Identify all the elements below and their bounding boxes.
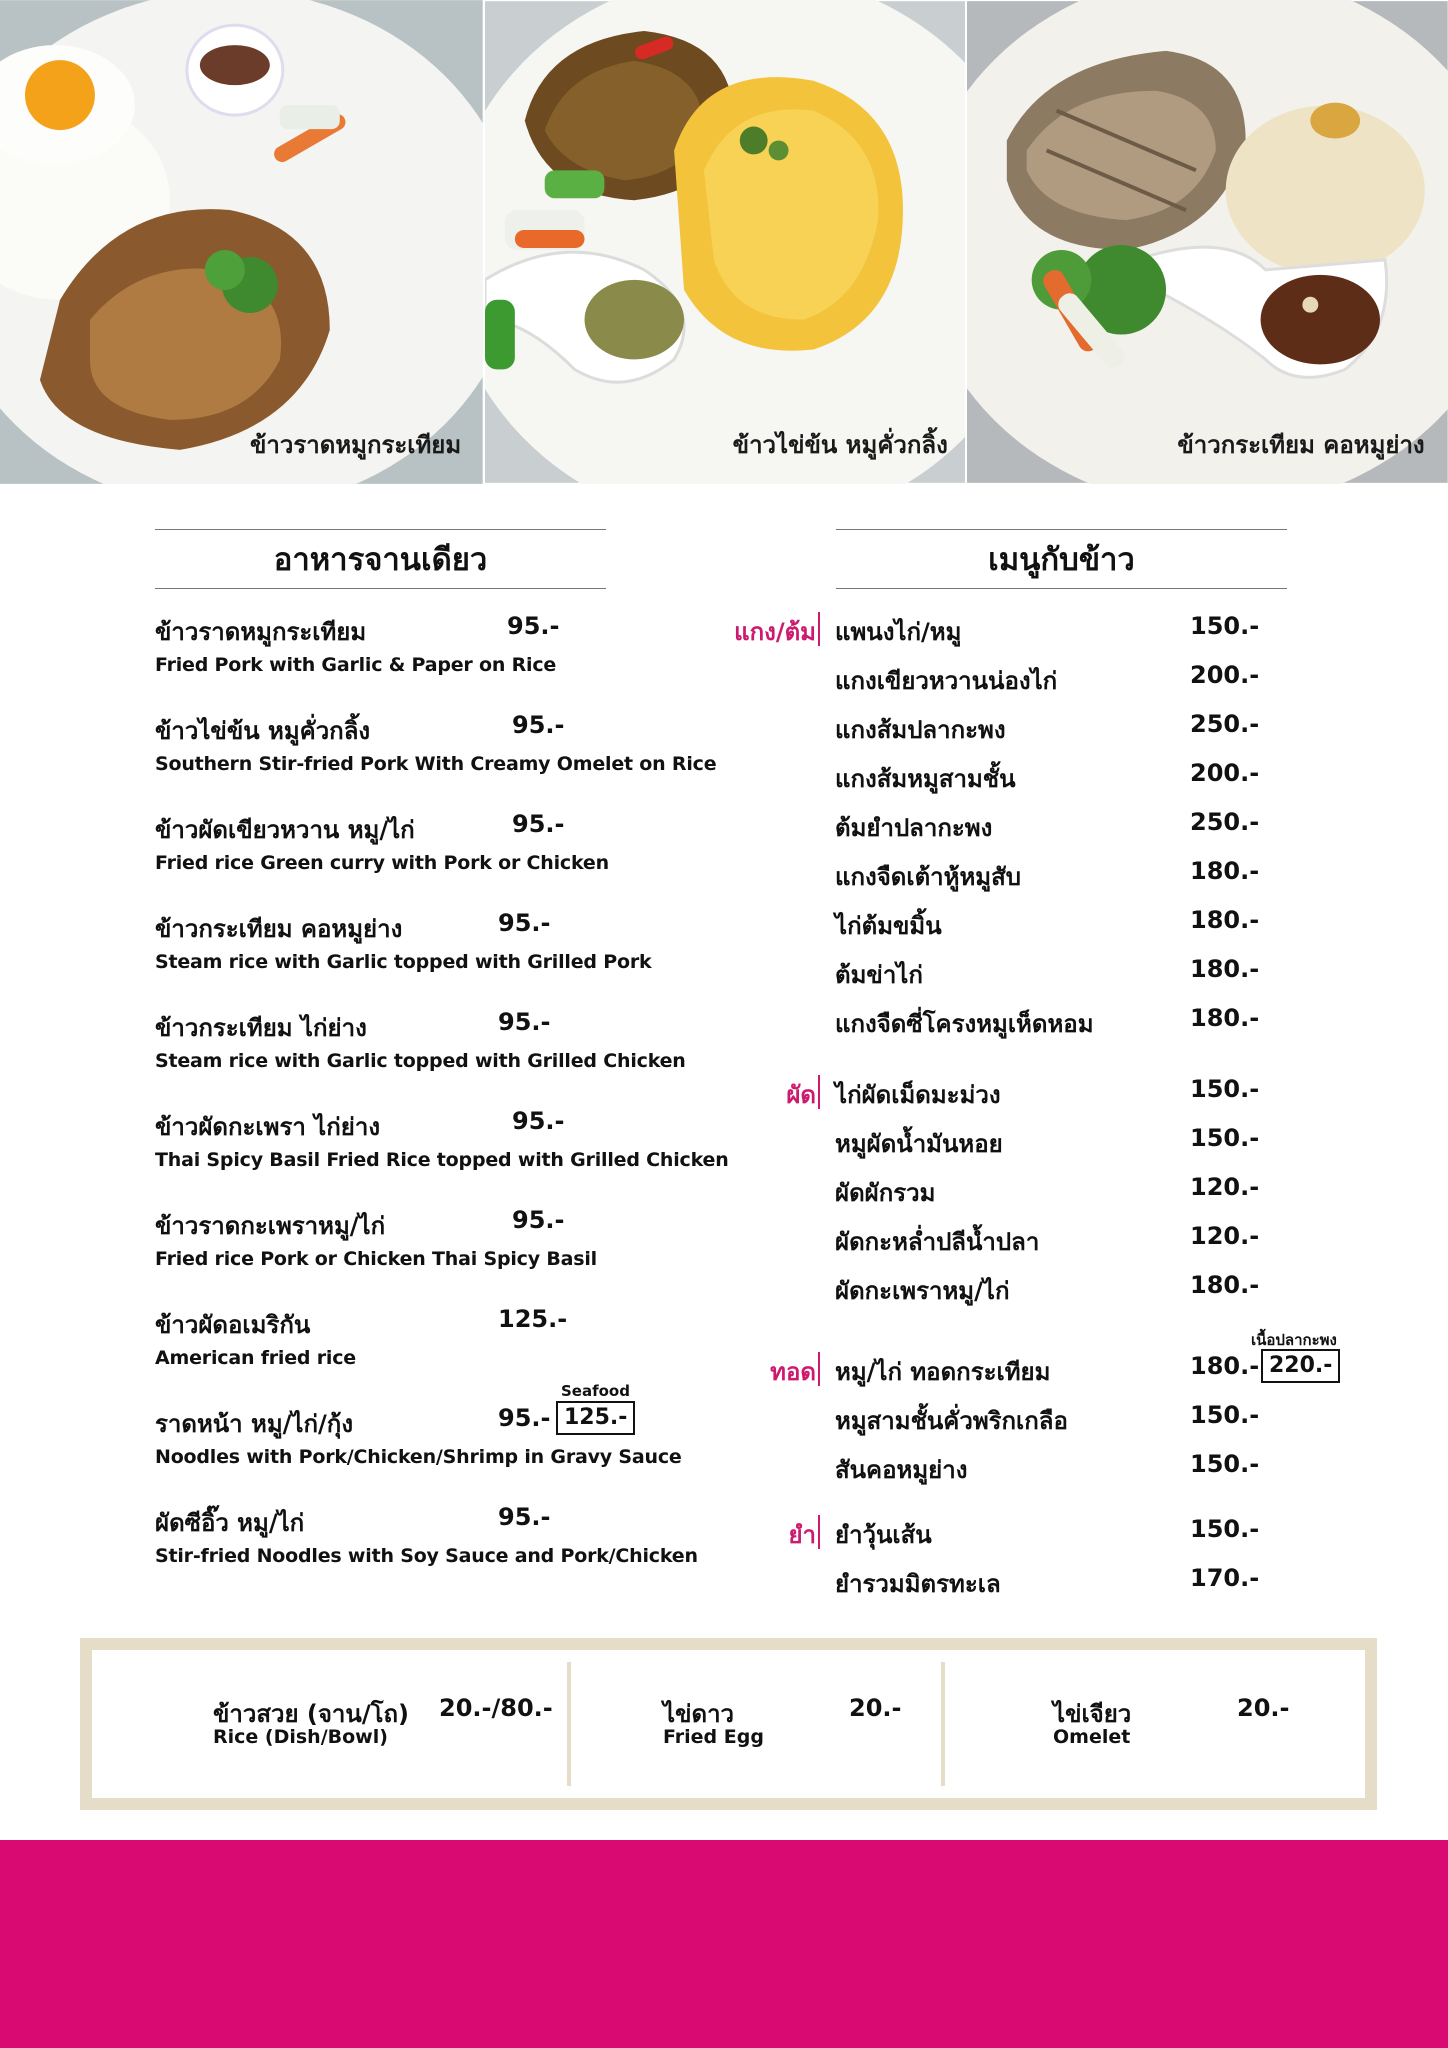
item-name: ข้าวกระเทียม ไก่ย่าง (155, 1014, 367, 1042)
section-title-side-dishes: เมนูกับข้าว (836, 529, 1287, 589)
item-price: 150.- (1190, 1075, 1260, 1103)
item-price: 180.- (1190, 906, 1260, 934)
item-price: 95.- (498, 909, 551, 937)
item-price: 200.- (1190, 661, 1260, 689)
item-price: 95.- (507, 612, 560, 640)
item-price: 150.- (1190, 612, 1260, 640)
item-price: 95.- (498, 1503, 551, 1531)
garlic-pork-image (0, 0, 483, 484)
item-name: ต้มข่าไก่ (835, 961, 923, 989)
sides-box-inner (92, 1650, 1365, 1798)
photo-caption: ข้าวกระเทียม คอหมูย่าง (1177, 431, 1425, 459)
item-price: 95.- (512, 1107, 565, 1135)
item-price: 180.- (1190, 1004, 1260, 1032)
category-label-curry-soup: แกง/ต้ม (734, 618, 816, 646)
item-price: 180.- (1190, 857, 1260, 885)
item-description: Fried rice Pork or Chicken Thai Spicy Basil (155, 1248, 597, 1270)
item-name: แกงส้มหมูสามชั้น (835, 765, 1016, 793)
category-label-fried: ทอด (770, 1358, 816, 1386)
item-name: แกงส้มปลากะพง (835, 716, 1006, 744)
photo-caption: ข้าวราดหมูกระเทียม (250, 431, 462, 459)
menu-item (155, 1107, 729, 1171)
section-title-single-dish: อาหารจานเดียว (155, 529, 606, 589)
sides-divider (567, 1662, 571, 1786)
item-price: 95.- (512, 810, 565, 838)
sea-bass-note: เนื้อปลากะพง (1251, 1331, 1337, 1349)
item-price: 95.- (498, 1404, 551, 1432)
item-price: 150.- (1190, 1450, 1260, 1478)
item-price: 95.- (512, 711, 565, 739)
category-label-stir-fry: ผัด (786, 1081, 816, 1109)
item-name: แกงเขียวหวานน่องไก่ (835, 667, 1058, 695)
side-price-fried-egg: 20.- (849, 1694, 902, 1722)
seafood-note: Seafood (561, 1382, 630, 1400)
item-name: ข้าวผัดเขียวหวาน หมู/ไก่ (155, 816, 415, 844)
item-name: ราดหน้า หมู/ไก่/กุ้ง (155, 1410, 354, 1438)
item-description: Thai Spicy Basil Fried Rice topped with Grilled Chicken (155, 1149, 729, 1171)
dish-photo-creamy-omelet (483, 0, 966, 484)
item-name: ยำรวมมิตรทะเล (835, 1570, 1001, 1598)
item-description: Steam rice with Garlic topped with Grilled Pork (155, 951, 652, 973)
item-name: หมู/ไก่ ทอดกระเทียม (835, 1358, 1051, 1386)
item-price: 180.- (1190, 1271, 1260, 1299)
item-name: ผัดผักรวม (835, 1179, 936, 1207)
sides-divider (941, 1662, 945, 1786)
menu-item (155, 612, 560, 676)
item-description: Southern Stir-fried Pork With Creamy Omelet on Rice (155, 753, 717, 775)
item-name: ข้าวราดหมูกระเทียม (155, 618, 367, 646)
item-name: หมูสามชั้นคั่วพริกเกลือ (835, 1407, 1068, 1435)
item-price: 250.- (1190, 710, 1260, 738)
seafood-price-box: 125.- (556, 1401, 635, 1435)
item-name: แกงจืดซี่โครงหมูเห็ดหอม (835, 1010, 1094, 1038)
menu-item (155, 1305, 568, 1369)
item-price: 95.- (512, 1206, 565, 1234)
item-price: 95.- (498, 1008, 551, 1036)
item-name: แพนงไก่/หมู (835, 618, 962, 646)
side-name-fried-egg: ไข่ดาว (663, 1700, 735, 1728)
item-name: ยำวุ้นเส้น (835, 1521, 932, 1549)
category-divider (818, 612, 820, 646)
item-description: Stir-fried Noodles with Soy Sauce and Pork/Chicken (155, 1545, 698, 1567)
item-description: Noodles with Pork/Chicken/Shrimp in Gravy Sauce (155, 1446, 682, 1468)
item-price: 125.- (498, 1305, 568, 1333)
category-divider (818, 1515, 820, 1549)
dish-photo-grilled-pork (965, 0, 1448, 484)
item-price: 150.- (1190, 1515, 1260, 1543)
creamy-omelet-image (485, 0, 966, 484)
item-name: ข้าวกระเทียม คอหมูย่าง (155, 915, 403, 943)
menu-item (155, 1503, 698, 1567)
item-price: 120.- (1190, 1173, 1260, 1201)
footer-band (0, 1840, 1448, 2048)
item-name: ไก่ต้มขมิ้น (835, 912, 942, 940)
item-name: ข้าวผัดกะเพรา ไก่ย่าง (155, 1113, 381, 1141)
side-english-omelet: Omelet (1053, 1726, 1131, 1748)
photo-caption: ข้าวไข่ข้น หมูคั่วกลิ้ง (732, 431, 948, 459)
menu-item (155, 1008, 686, 1072)
item-description: American fried rice (155, 1347, 356, 1369)
item-description: Fried rice Green curry with Pork or Chicken (155, 852, 609, 874)
item-price: 150.- (1190, 1401, 1260, 1429)
item-name: ข้าวผัดอเมริกัน (155, 1311, 311, 1339)
menu-item (155, 909, 651, 973)
item-name: ผัดกะเพราหมู/ไก่ (835, 1277, 1010, 1305)
item-name: ต้มยำปลากะพง (835, 814, 993, 842)
item-name: แกงจืดเต้าหู้หมูสับ (835, 863, 1021, 891)
category-label-salad: ยำ (788, 1521, 816, 1549)
photo-strip (0, 0, 1448, 484)
item-name: หมูผัดน้ำมันหอย (835, 1130, 1003, 1158)
item-price: 120.- (1190, 1222, 1260, 1250)
menu-item (155, 711, 716, 775)
item-name: ผัดซีอิ๊ว หมู/ไก่ (155, 1509, 305, 1537)
grilled-pork-image (967, 0, 1448, 484)
side-english-rice: Rice (Dish/Bowl) (213, 1726, 388, 1748)
sea-bass-price-box: 220.- (1261, 1349, 1340, 1383)
item-name: ผัดกะหล่ำปลีน้ำปลา (835, 1228, 1040, 1256)
sides-box (80, 1638, 1377, 1810)
category-divider (818, 1075, 820, 1109)
item-price: 150.- (1190, 1124, 1260, 1152)
item-name: สันคอหมูย่าง (835, 1456, 968, 1484)
item-description: Steam rice with Garlic topped with Grilled Chicken (155, 1050, 686, 1072)
category-divider (818, 1352, 820, 1386)
item-price: 170.- (1190, 1564, 1260, 1592)
side-name-omelet: ไข่เจียว (1053, 1700, 1132, 1728)
item-name: ไก่ผัดเม็ดมะม่วง (835, 1081, 1001, 1109)
item-price: 200.- (1190, 759, 1260, 787)
side-name-rice: ข้าวสวย (จาน/โถ) (213, 1700, 409, 1728)
menu-item (155, 810, 609, 874)
item-price: 180.- (1190, 1352, 1260, 1380)
menu-item (155, 1206, 597, 1270)
dish-photo-garlic-pork (0, 0, 483, 484)
item-name: ข้าวไข่ข้น หมูคั่วกลิ้ง (155, 717, 371, 745)
side-price-omelet: 20.- (1237, 1694, 1290, 1722)
item-description: Fried Pork with Garlic & Paper on Rice (155, 654, 557, 676)
side-price-rice: 20.-/80.- (439, 1694, 553, 1722)
menu-item (155, 1382, 682, 1468)
item-price: 180.- (1190, 955, 1260, 983)
item-name: ข้าวราดกะเพราหมู/ไก่ (155, 1212, 386, 1240)
item-price: 250.- (1190, 808, 1260, 836)
side-english-fried-egg: Fried Egg (663, 1726, 764, 1748)
